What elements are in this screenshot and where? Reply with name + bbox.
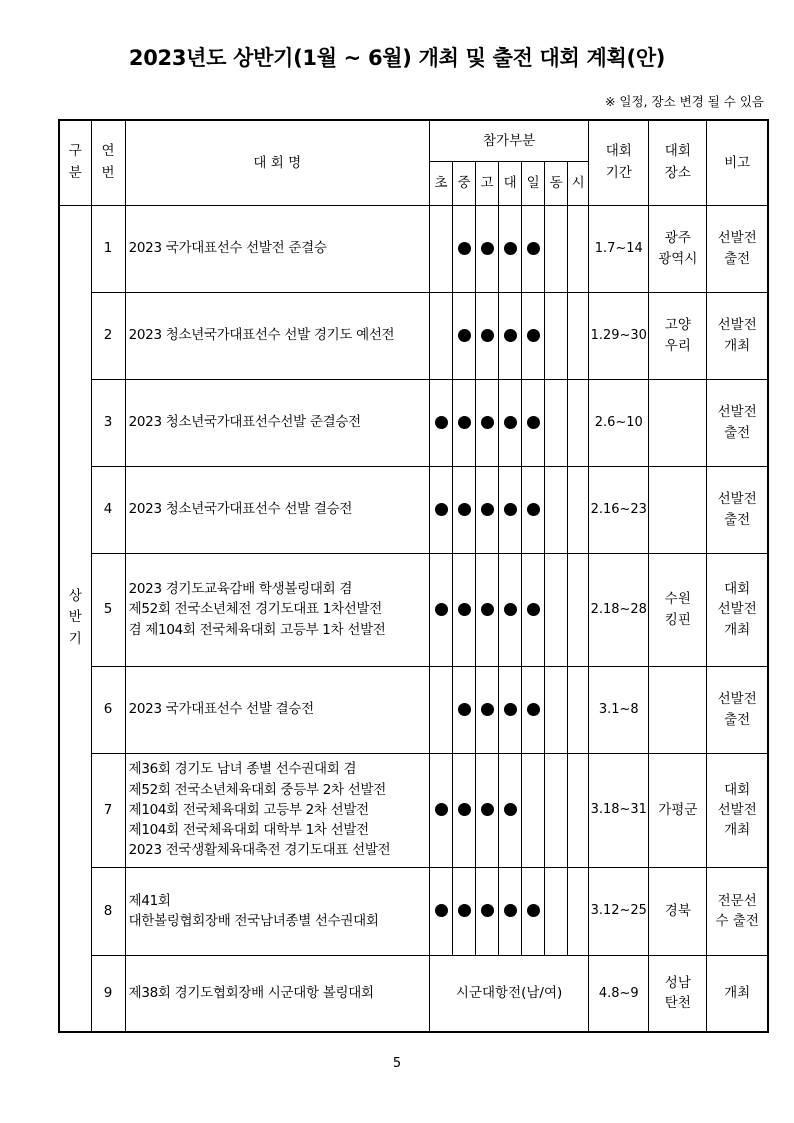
category-char: 상 <box>68 587 82 604</box>
division-cell <box>453 466 476 553</box>
competition-plan-table <box>58 119 769 1033</box>
event-remark <box>707 205 768 292</box>
venue-line: 경북 <box>664 902 691 919</box>
dot-middle-mark <box>458 703 471 716</box>
division-cell <box>430 292 453 379</box>
dot-middle-mark <box>458 904 471 917</box>
division-cell <box>568 379 589 466</box>
remark-line: 선발전 <box>717 404 757 421</box>
dot-university-mark <box>504 416 517 429</box>
division-cell <box>430 466 453 553</box>
division-cell <box>499 867 522 955</box>
header-period: 대회 기간 <box>589 120 649 205</box>
dot-middle-mark <box>458 803 471 816</box>
event-venue <box>649 466 707 553</box>
header-level-middle: 중 <box>453 161 476 205</box>
event-period: 1.29~30 <box>589 292 649 379</box>
header-level-university: 대 <box>499 161 522 205</box>
division-cell <box>499 753 522 867</box>
dot-university-mark <box>504 329 517 342</box>
dot-university-mark <box>504 242 517 255</box>
header-level-city: 시 <box>568 161 589 205</box>
division-cell <box>476 379 499 466</box>
event-venue <box>649 666 707 753</box>
category-char: 기 <box>68 631 82 648</box>
remark-line: 선발전 <box>717 317 757 334</box>
division-cell <box>430 205 453 292</box>
header-venue: 대회 장소 <box>649 120 707 205</box>
venue-line: 광주 <box>664 230 691 247</box>
event-period: 2.16~23 <box>589 466 649 553</box>
division-cell <box>453 753 476 867</box>
division-cell <box>522 753 545 867</box>
remark-line: 개최 <box>724 337 751 354</box>
division-cell <box>545 753 568 867</box>
dot-high-mark <box>481 803 494 816</box>
division-cell <box>476 205 499 292</box>
remark-line: 선발전 <box>717 491 757 508</box>
remark-line: 선발전 <box>717 691 757 708</box>
venue-line: 수원 <box>664 591 691 608</box>
dot-high-mark <box>481 703 494 716</box>
remark-line: 출전 <box>724 424 751 441</box>
dot-high-mark <box>481 416 494 429</box>
division-cell <box>568 867 589 955</box>
dot-university-mark <box>504 803 517 816</box>
table-row <box>59 867 768 955</box>
remark-line: 출전 <box>724 250 751 267</box>
division-cell <box>522 292 545 379</box>
dot-general-mark <box>527 603 540 616</box>
event-venue <box>649 292 707 379</box>
table-body <box>59 205 768 1032</box>
division-span-text: 시군대항전(남/여) <box>430 955 589 1032</box>
division-cell <box>499 205 522 292</box>
remark-line: 개최 <box>724 822 751 839</box>
event-name <box>125 666 429 753</box>
venue-line: 킹핀 <box>664 611 691 628</box>
dot-university-mark <box>504 904 517 917</box>
dot-general-mark <box>527 329 540 342</box>
division-cell <box>545 666 568 753</box>
dot-middle-mark <box>458 416 471 429</box>
remark-line: 선발전 <box>717 601 757 618</box>
serial-number: 2 <box>91 292 125 379</box>
header-level-general: 일 <box>522 161 545 205</box>
division-cell <box>522 867 545 955</box>
venue-line: 탄천 <box>664 995 691 1012</box>
venue-line: 가평군 <box>658 801 698 818</box>
serial-number: 3 <box>91 379 125 466</box>
table-row <box>59 553 768 666</box>
event-name-line: 2023 청소년국가대표선수 선발 경기도 예선전 <box>128 327 395 344</box>
table-row <box>59 379 768 466</box>
event-remark <box>707 553 768 666</box>
serial-number: 5 <box>91 553 125 666</box>
division-cell <box>568 205 589 292</box>
header-level-elementary: 초 <box>430 161 453 205</box>
header-remarks: 비고 <box>707 120 768 205</box>
division-cell <box>545 466 568 553</box>
event-name <box>125 553 429 666</box>
event-name-line: 2023 국가대표선수 선발 결승전 <box>128 701 314 718</box>
header-divisions: 참가부분 <box>430 120 589 161</box>
remark-line: 대회 <box>724 781 751 798</box>
venue-line: 고양 <box>664 317 691 334</box>
header-category: 구 분 <box>59 120 91 205</box>
event-period: 3.18~31 <box>589 753 649 867</box>
event-name-line: 제36회 경기도 남녀 종별 선수권대회 겸 <box>128 761 357 778</box>
division-cell <box>545 205 568 292</box>
division-cell <box>476 553 499 666</box>
division-cell <box>476 867 499 955</box>
serial-number: 9 <box>91 955 125 1032</box>
dot-high-mark <box>481 603 494 616</box>
event-period: 3.1~8 <box>589 666 649 753</box>
division-cell <box>476 666 499 753</box>
event-period: 1.7~14 <box>589 205 649 292</box>
header-level-high: 고 <box>476 161 499 205</box>
event-venue <box>649 379 707 466</box>
dot-general-mark <box>527 904 540 917</box>
dot-general-mark <box>527 703 540 716</box>
division-cell <box>476 292 499 379</box>
dot-high-mark <box>481 242 494 255</box>
dot-general-mark <box>527 503 540 516</box>
dot-general-mark <box>527 242 540 255</box>
event-period: 2.6~10 <box>589 379 649 466</box>
division-cell <box>545 553 568 666</box>
dot-university-mark <box>504 503 517 516</box>
division-cell <box>568 292 589 379</box>
dot-high-mark <box>481 329 494 342</box>
remark-line: 선발전 <box>717 801 757 818</box>
division-cell <box>476 466 499 553</box>
event-name-line: 2023 청소년국가대표선수 선발 결승전 <box>128 501 353 518</box>
remark-line: 출전 <box>724 511 751 528</box>
event-name <box>125 867 429 955</box>
event-venue <box>649 955 707 1032</box>
division-cell <box>499 553 522 666</box>
table-header <box>59 120 768 205</box>
division-cell <box>499 292 522 379</box>
event-venue <box>649 553 707 666</box>
header-level-club: 동 <box>545 161 568 205</box>
header-event-name: 대 회 명 <box>125 120 429 205</box>
division-cell <box>453 666 476 753</box>
remark-line: 개최 <box>724 621 751 638</box>
event-period: 4.8~9 <box>589 955 649 1032</box>
dot-elementary-mark <box>435 904 448 917</box>
dot-middle-mark <box>458 242 471 255</box>
dot-university-mark <box>504 603 517 616</box>
event-name-line: 제38회 경기도협회장배 시군대항 볼링대회 <box>128 985 374 1002</box>
dot-high-mark <box>481 904 494 917</box>
remark-line: 대회 <box>724 581 751 598</box>
dot-middle-mark <box>458 603 471 616</box>
division-cell <box>522 379 545 466</box>
venue-line: 성남 <box>664 975 691 991</box>
dot-middle-mark <box>458 503 471 516</box>
page-number: 5 <box>392 1056 402 1071</box>
event-period: 2.18~28 <box>589 553 649 666</box>
division-cell <box>476 753 499 867</box>
event-name-line: 제52회 전국소년체전 경기도대표 1차선발전 <box>128 601 383 618</box>
remark-line: 전문선 <box>717 892 757 909</box>
event-venue <box>649 867 707 955</box>
division-cell <box>499 379 522 466</box>
division-cell <box>453 867 476 955</box>
table-row <box>59 466 768 553</box>
table-row <box>59 666 768 753</box>
event-name <box>125 753 429 867</box>
dot-elementary-mark <box>435 416 448 429</box>
remark-line: 선발전 <box>717 230 757 247</box>
dot-elementary-mark <box>435 503 448 516</box>
event-name-line: 겸 제104회 전국체육대회 고등부 1차 선발전 <box>128 621 386 638</box>
event-name <box>125 955 429 1032</box>
table-row <box>59 292 768 379</box>
division-cell <box>545 292 568 379</box>
event-venue <box>649 205 707 292</box>
remark-line: 수 출전 <box>715 913 759 929</box>
event-name <box>125 379 429 466</box>
division-cell <box>430 666 453 753</box>
dot-general-mark <box>527 416 540 429</box>
event-name <box>125 466 429 553</box>
table-row <box>59 753 768 867</box>
event-name-line: 제52회 전국소년체육대회 중등부 2차 선발전 <box>128 781 387 798</box>
division-cell <box>453 553 476 666</box>
dot-university-mark <box>504 703 517 716</box>
division-cell <box>499 666 522 753</box>
category-char: 반 <box>68 609 82 626</box>
event-name-line: 제104회 전국체육대회 고등부 2차 선발전 <box>128 801 369 818</box>
division-cell <box>568 466 589 553</box>
division-cell <box>545 867 568 955</box>
event-name-line: 대한볼링협회장배 전국남녀종별 선수권대회 <box>128 913 379 929</box>
division-cell <box>568 753 589 867</box>
schedule-change-note: ※ 일정, 장소 변경 될 수 있음 <box>604 94 764 109</box>
event-name-line: 2023 국가대표선수 선발전 준결승 <box>128 240 327 257</box>
division-cell <box>453 292 476 379</box>
serial-number: 4 <box>91 466 125 553</box>
division-cell <box>453 205 476 292</box>
event-name <box>125 292 429 379</box>
header-serial: 연 번 <box>91 120 125 205</box>
table-row <box>59 955 768 1032</box>
event-remark <box>707 867 768 955</box>
event-remark <box>707 753 768 867</box>
event-remark <box>707 379 768 466</box>
serial-number: 1 <box>91 205 125 292</box>
remark-line: 출전 <box>724 711 751 728</box>
event-remark <box>707 955 768 1032</box>
category-cell <box>59 205 91 1032</box>
division-cell <box>430 867 453 955</box>
dot-elementary-mark <box>435 803 448 816</box>
division-cell <box>499 466 522 553</box>
division-cell <box>430 379 453 466</box>
event-name-line: 2023 경기도교육감배 학생볼링대회 겸 <box>128 581 353 598</box>
division-cell <box>453 379 476 466</box>
table-row <box>59 205 768 292</box>
event-name-line: 2023 전국생활체육대축전 경기도대표 선발전 <box>128 842 391 859</box>
division-cell <box>568 553 589 666</box>
event-name-line: 제104회 전국체육대회 대학부 1차 선발전 <box>128 822 369 839</box>
serial-number: 8 <box>91 867 125 955</box>
event-remark <box>707 466 768 553</box>
event-remark <box>707 666 768 753</box>
division-cell <box>522 466 545 553</box>
serial-number: 6 <box>91 666 125 753</box>
division-cell <box>568 666 589 753</box>
dot-high-mark <box>481 503 494 516</box>
venue-line: 광역시 <box>658 250 698 267</box>
remark-line: 개최 <box>724 985 751 1002</box>
division-cell <box>430 753 453 867</box>
serial-number: 7 <box>91 753 125 867</box>
document-title: 2023년도 상반기(1월 ~ 6월) 개최 및 출전 대회 계획(안) <box>128 46 666 70</box>
division-cell <box>522 205 545 292</box>
event-period: 3.12~25 <box>589 867 649 955</box>
event-name-line: 2023 청소년국가대표선수선발 준결승전 <box>128 414 361 431</box>
event-name-line: 제41회 <box>128 892 171 909</box>
venue-line: 우리 <box>664 337 691 354</box>
event-remark <box>707 292 768 379</box>
dot-middle-mark <box>458 329 471 342</box>
division-cell <box>522 553 545 666</box>
division-cell <box>430 553 453 666</box>
event-venue <box>649 753 707 867</box>
event-name <box>125 205 429 292</box>
division-cell <box>545 379 568 466</box>
dot-elementary-mark <box>435 603 448 616</box>
division-cell <box>522 666 545 753</box>
